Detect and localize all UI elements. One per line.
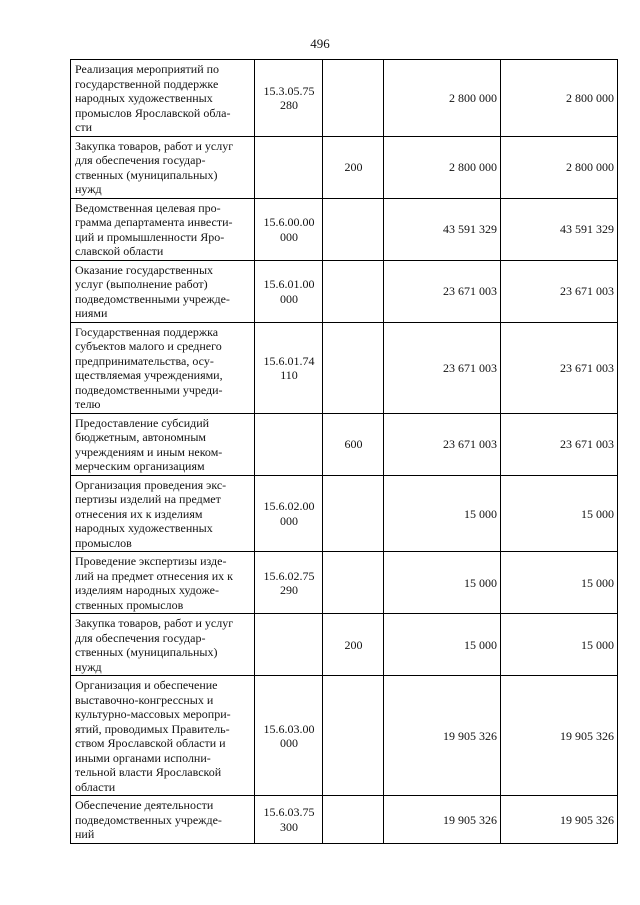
row-expense-type-cell <box>323 475 384 552</box>
row-amount-1-cell: 2 800 000 <box>384 60 501 137</box>
row-amount-2-cell: 15 000 <box>501 552 618 614</box>
table-row <box>71 552 618 614</box>
row-name-cell: Организация проведения экс- пертизы изделий на предмет отнесения их к изделиям народных художественных промыслов <box>71 475 255 552</box>
row-amount-1-cell: 15 000 <box>384 552 501 614</box>
table-row <box>71 475 618 552</box>
row-amount-2-cell: 23 671 003 <box>501 413 618 475</box>
row-code-cell: 15.6.00.00 000 <box>255 198 323 260</box>
row-code-cell: 15.6.03.75 300 <box>255 796 323 844</box>
page-number: 496 <box>310 36 330 51</box>
budget-table-body <box>71 60 618 844</box>
row-amount-1-cell: 23 671 003 <box>384 260 501 322</box>
row-code-cell <box>255 413 323 475</box>
row-expense-type-cell <box>323 260 384 322</box>
table-row <box>71 322 618 413</box>
row-amount-2-cell: 19 905 326 <box>501 796 618 844</box>
row-name-cell: Реализация мероприятий по государственной поддержке народных художественных промыслов Ярославской обла- сти <box>71 60 255 137</box>
row-name-cell: Оказание государственных услуг (выполнение работ) подведомственными учрежде- ниями <box>71 260 255 322</box>
row-expense-type-cell <box>323 198 384 260</box>
row-name-cell: Проведение экспертизы изде- лий на предмет отнесения их к изделиям народных художе- ственных промыслов <box>71 552 255 614</box>
row-code-cell <box>255 136 323 198</box>
row-expense-type-cell <box>323 552 384 614</box>
row-code-cell: 15.6.03.00 000 <box>255 676 323 796</box>
row-amount-2-cell: 23 671 003 <box>501 322 618 413</box>
row-code-cell: 15.3.05.75 280 <box>255 60 323 137</box>
row-amount-2-cell: 2 800 000 <box>501 60 618 137</box>
table-row <box>71 796 618 844</box>
row-amount-2-cell: 15 000 <box>501 475 618 552</box>
table-row <box>71 136 618 198</box>
table-row <box>71 60 618 137</box>
row-amount-1-cell: 2 800 000 <box>384 136 501 198</box>
row-expense-type-cell <box>323 796 384 844</box>
table-row <box>71 614 618 676</box>
row-name-cell: Ведомственная целевая про- грамма департамента инвести- ций и промышленности Яро- славской области <box>71 198 255 260</box>
row-amount-2-cell: 23 671 003 <box>501 260 618 322</box>
row-amount-1-cell: 23 671 003 <box>384 413 501 475</box>
row-amount-2-cell: 43 591 329 <box>501 198 618 260</box>
row-code-cell: 15.6.01.74 110 <box>255 322 323 413</box>
row-expense-type-cell: 200 <box>323 614 384 676</box>
row-name-cell: Предоставление субсидий бюджетным, автономным учреждениям и иным неком- мерческим организациям <box>71 413 255 475</box>
row-amount-1-cell: 43 591 329 <box>384 198 501 260</box>
row-amount-1-cell: 19 905 326 <box>384 796 501 844</box>
row-amount-2-cell: 15 000 <box>501 614 618 676</box>
row-expense-type-cell <box>323 676 384 796</box>
row-name-cell: Закупка товаров, работ и услуг для обеспечения государ- ственных (муниципальных) нужд <box>71 614 255 676</box>
row-name-cell: Обеспечение деятельности подведомственных учрежде- ний <box>71 796 255 844</box>
table-row <box>71 413 618 475</box>
row-expense-type-cell <box>323 60 384 137</box>
row-amount-1-cell: 19 905 326 <box>384 676 501 796</box>
row-amount-2-cell: 19 905 326 <box>501 676 618 796</box>
row-amount-1-cell: 15 000 <box>384 614 501 676</box>
table-row <box>71 260 618 322</box>
table-row <box>71 198 618 260</box>
row-amount-1-cell: 23 671 003 <box>384 322 501 413</box>
row-name-cell: Государственная поддержка субъектов малого и среднего предпринимательства, осу- ществляемая учреждениями, подведомственными учреди- телю <box>71 322 255 413</box>
row-code-cell <box>255 614 323 676</box>
table-row <box>71 676 618 796</box>
row-expense-type-cell <box>323 322 384 413</box>
budget-table <box>70 59 618 844</box>
row-amount-2-cell: 2 800 000 <box>501 136 618 198</box>
row-code-cell: 15.6.02.75 290 <box>255 552 323 614</box>
row-code-cell: 15.6.01.00 000 <box>255 260 323 322</box>
row-name-cell: Организация и обеспечение выставочно-конгрессных и культурно-массовых меропри- ятий, проводимых Правитель- ством Ярославской области и иными органами исполни- тельной власти Ярославской области <box>71 676 255 796</box>
row-expense-type-cell: 200 <box>323 136 384 198</box>
row-code-cell: 15.6.02.00 000 <box>255 475 323 552</box>
row-name-cell: Закупка товаров, работ и услуг для обеспечения государ- ственных (муниципальных) нужд <box>71 136 255 198</box>
row-expense-type-cell: 600 <box>323 413 384 475</box>
row-amount-1-cell: 15 000 <box>384 475 501 552</box>
